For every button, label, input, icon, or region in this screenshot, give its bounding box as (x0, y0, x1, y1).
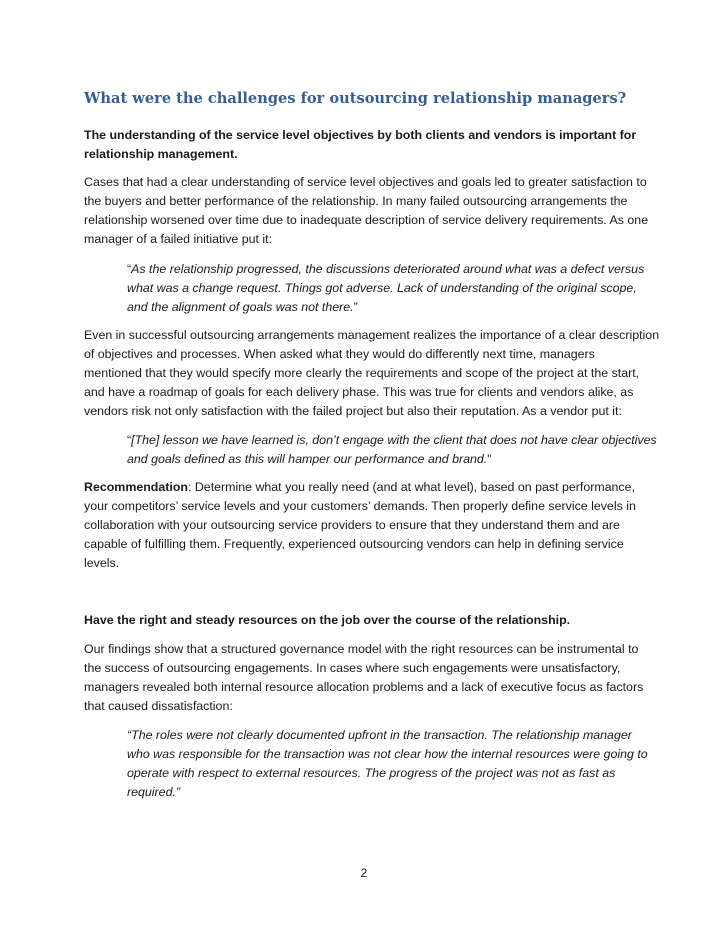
text-line: collaboration with your outsourcing service providers to ensure that they understand them and are (84, 518, 620, 532)
text-line: The understanding of the service level objectives by both clients and vendors is important for (84, 128, 637, 142)
text-line: the success of outsourcing engagements. In cases where such engagements were unsatisfactory, (84, 661, 621, 675)
recommendation-label: Recommendation (84, 480, 188, 494)
text-line: vendors risk not only satisfaction with the failed project but also their reputation. As a vendor put it: (84, 404, 622, 418)
quote-line (127, 431, 658, 450)
text-line: manager of a failed initiative put it: (84, 232, 273, 246)
text-line: managers revealed both internal resource allocation problems and a lack of executive focus as factors (84, 680, 644, 694)
body-paragraph (84, 173, 658, 249)
text-line: your competitors’ service levels and your customers’ demands. Then properly define service levels in (84, 499, 636, 513)
open-quote-mark: “ (127, 262, 132, 276)
lead-statement (84, 126, 658, 164)
block-quote (127, 726, 658, 802)
page-number: 2 (360, 866, 368, 880)
quote-line: what was a change request. Things got adverse. Lack of understanding of the original scope, (127, 281, 637, 295)
text-line: and have a roadmap of goals for each delivery phase. This was true for clients and vendors alike, as (84, 385, 634, 399)
text-line: Our findings show that a structured governance model with the right resources can be instrumental to (84, 642, 639, 656)
text-line: mentioned that they would specify more clearly the requirements and scope of the project at the start, (84, 366, 640, 380)
text-line: levels. (84, 556, 120, 570)
close-quote-mark: ” (353, 300, 358, 314)
block-quote (127, 260, 658, 317)
quote-line (127, 260, 658, 279)
text-line: Cases that had a clear understanding of service level objectives and goals led to greater satisfaction to (84, 175, 647, 189)
text-line: that caused dissatisfaction: (84, 699, 233, 713)
body-paragraph (84, 326, 658, 421)
quote-text: and goals defined as this will hamper our performance and brand. (127, 452, 488, 466)
quote-text: [The] lesson we have learned is, don’t engage with the client that does not have clear objectives (131, 433, 657, 447)
text-line: capable of fulfilling them. Frequently, experienced outsourcing vendors can help in defining service (84, 537, 624, 551)
text-line: relationship management. (84, 147, 238, 161)
quote-text: and the alignment of goals was not there. (127, 300, 354, 314)
open-quote-mark: “ (127, 433, 132, 447)
recommendation-text: : Determine what you really need (and at what level), based on past performance, (187, 480, 635, 494)
text-line: Even in successful outsourcing arrangements management realizes the importance of a clear description (84, 328, 660, 342)
quote-line (127, 298, 658, 317)
section-heading: What were the challenges for outsourcing relationship managers? (84, 90, 627, 107)
quote-line: required.” (127, 785, 181, 799)
text-line: Have the right and steady resources on the job over the course of the relationship. (84, 613, 571, 627)
quote-line: operate with respect to external resources. The progress of the project was not as fast as (127, 766, 616, 780)
text-line (84, 478, 658, 497)
recommendation-paragraph (84, 478, 658, 573)
close-quote-mark: ” (487, 452, 492, 466)
text-line: of objectives and processes. When asked what they would do differently next time, managers (84, 347, 595, 361)
text-line: relationship worsened over time due to inadequate description of service delivery requirements. As one (84, 213, 649, 227)
block-quote (127, 431, 658, 469)
section-lead (84, 611, 658, 630)
body-paragraph (84, 640, 658, 716)
quote-line: who was responsible for the transaction was not clear how the internal resources were going to (127, 747, 648, 761)
text-line: the buyers and better performance of the relationship. In many failed outsourcing arrangements the (84, 194, 628, 208)
quote-line (127, 450, 658, 469)
quote-line: “The roles were not clearly documented upfront in the transaction. The relationship manager (127, 728, 632, 742)
quote-text: As the relationship progressed, the discussions deteriorated around what was a defect versus (131, 262, 645, 276)
